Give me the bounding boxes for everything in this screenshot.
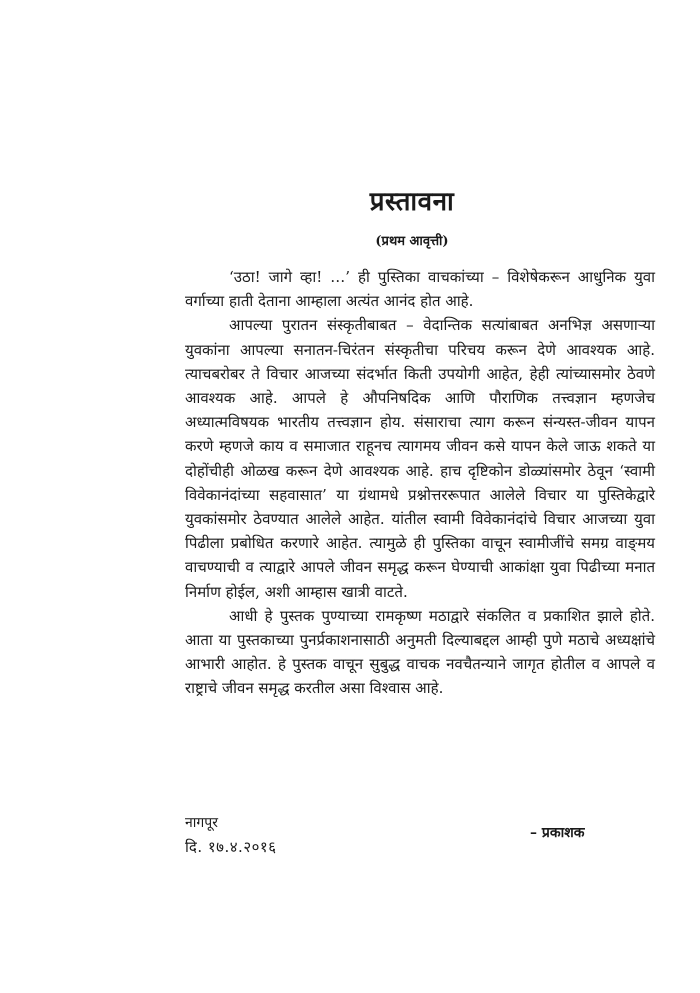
page-title: प्रस्तावना [369,187,455,217]
place-label: नागपूर [185,815,218,831]
date-label: दि. १७.४.२०१६ [185,838,277,856]
edition-subtitle: (प्रथम आवृत्ती) [375,234,449,249]
paragraph-3: आधी हे पुस्तक पुण्याच्या रामकृष्ण मठाद्वारे संकलित व प्रकाशित झाले होते. आता या पुस्तकाच्या पुनर्प्रकाशनासाठी अनुमती दिल्याबद्दल आम्ही पुणे मठाचे अध्यक्षांचे आभारी आहोत. हे पुस्तक वाचून सुबुद्ध वाचक नवचैतन्याने जागृत होतील व आपले व राष्ट्राचे जीवन समृद्ध करतील असा विश्वास आहे. [185,606,655,698]
paragraph-1: ‘उठा! जागे व्हा! …’ ही पुस्तिका वाचकांच्या – विशेषेकरून आधुनिक युवा वर्गाच्या हाती देताना आम्हाला अत्यंत आनंद होत आहे. [185,268,655,311]
paragraph-2: आपल्या पुरातन संस्कृतीबाबत – वेदान्तिक सत्यांबाबत अनभिज्ञ असणाऱ्या युवकांना आपल्या सनातन-चिरंतन संस्कृतीचा परिचय करून देणे आवश्यक आहे. त्याचबरोबर ते विचार आजच्या संदर्भात किती उपयोगी आहेत, हेही त्यांच्यासमोर ठेवणे आवश्यक आहे. आपले हे औपनिषदिक आणि पौराणिक तत्त्वज्ञान म्हणजेच अध्यात्मविषयक भारतीय तत्त्वज्ञान होय. संसाराचा त्याग करून संन्यस्त-जीवन यापन करणे म्हणजे काय व समाजात राहूनच त्यागमय जीवन कसे यापन केले जाऊ शकते या दोहोंचीही ओळख करून देणे आवश्यक आहे. हाच दृष्टिकोन डोळ्यांसमोर ठेवून ‘स्वामी विवेकानंदांच्या सहवासात’ या ग्रंथामधे प्रश्नोत्तररूपात आलेले विचार या पुस्तिकेद्वारे युवकांसमोर ठेवण्यात आलेले आहेत. यांतील स्वामी विवेकानंदांचे विचार आजच्या युवा पिढीला प्रबोधित करणारे आहेत. त्यामुळे ही पुस्तिका वाचून स्वामीजींचे समग्र वाङ्‌मय वाचण्याची व त्याद्वारे आपले जीवन समृद्ध करून घेण्याची आकांक्षा युवा पिढीच्या मनात निर्माण होईल, अशी आम्हास खात्री वाटते. [185,316,655,601]
preface-body [185,265,655,701]
publisher-signature: – प्रकाशक [530,825,585,841]
